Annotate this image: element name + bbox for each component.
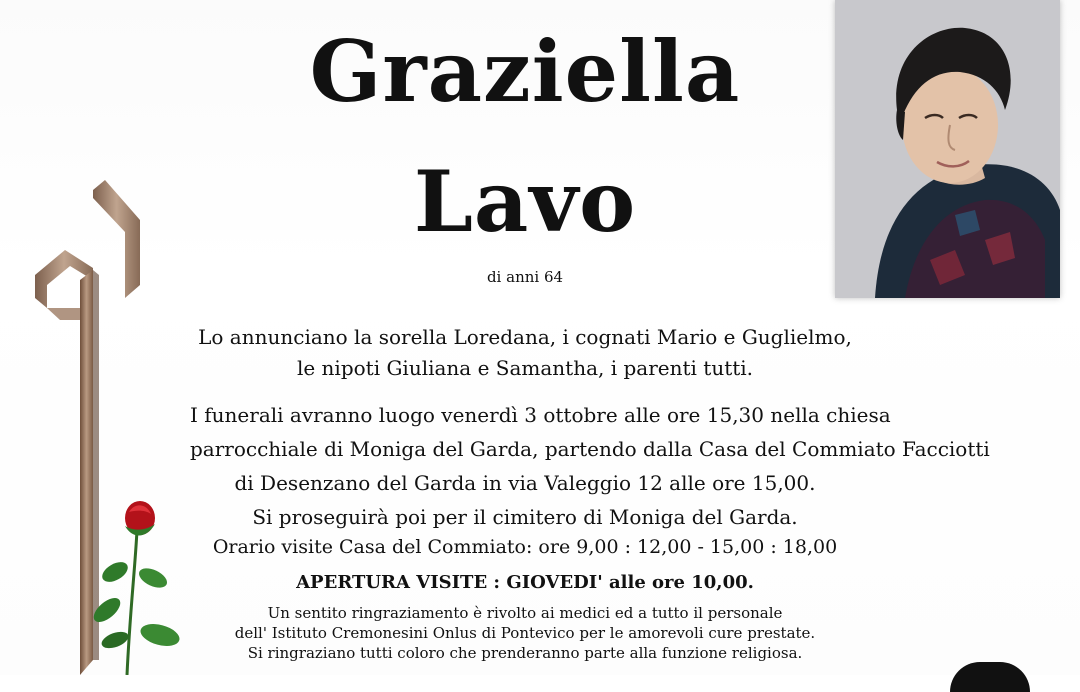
- thanks-line: dell' Istituto Cremonesini Onlus di Pontevico per le amorevoli cure prestate.: [234, 624, 816, 642]
- rose-icon: [85, 500, 195, 675]
- funeral-line: di Desenzano del Garda in via Valeggio 12 alle ore 15,00.: [234, 471, 816, 495]
- visiting-hours: Orario visite Casa del Commiato: ore 9,00 : 12,00 - 15,00 : 18,00: [212, 536, 838, 558]
- portrait-photo: [835, 0, 1060, 298]
- announcement-line: Lo annunciano la sorella Loredana, i cognati Mario e Guglielmo,: [198, 325, 852, 349]
- announcement-text: [190, 322, 860, 384]
- visits-opening: APERTURA VISITE : GIOVEDI' alle ore 10,00.: [296, 572, 754, 593]
- funeral-line: Si proseguirà poi per il cimitero di Moniga del Garda.: [252, 505, 798, 529]
- thanks-line: Un sentito ringraziamento è rivolto ai medici ed a tutto il personale: [267, 604, 783, 622]
- funeral-details: [190, 398, 990, 534]
- age-line: di anni 64: [486, 268, 564, 286]
- deceased-last-name: Lavo: [413, 152, 637, 251]
- announcement-line: le nipoti Giuliana e Samantha, i parenti tutti.: [296, 356, 754, 380]
- deceased-first-name: Graziella: [309, 22, 741, 121]
- funeral-line: parrocchiale di Moniga del Garda, partendo dalla Casa del Commiato Facciotti: [190, 437, 990, 461]
- thanks-line: Si ringraziano tutti coloro che prenderanno parte alla funzione religiosa.: [247, 644, 803, 662]
- funeral-line: I funerali avranno luogo venerdì 3 ottobre alle ore 15,30 nella chiesa: [190, 403, 891, 427]
- thanks-text: [190, 603, 860, 663]
